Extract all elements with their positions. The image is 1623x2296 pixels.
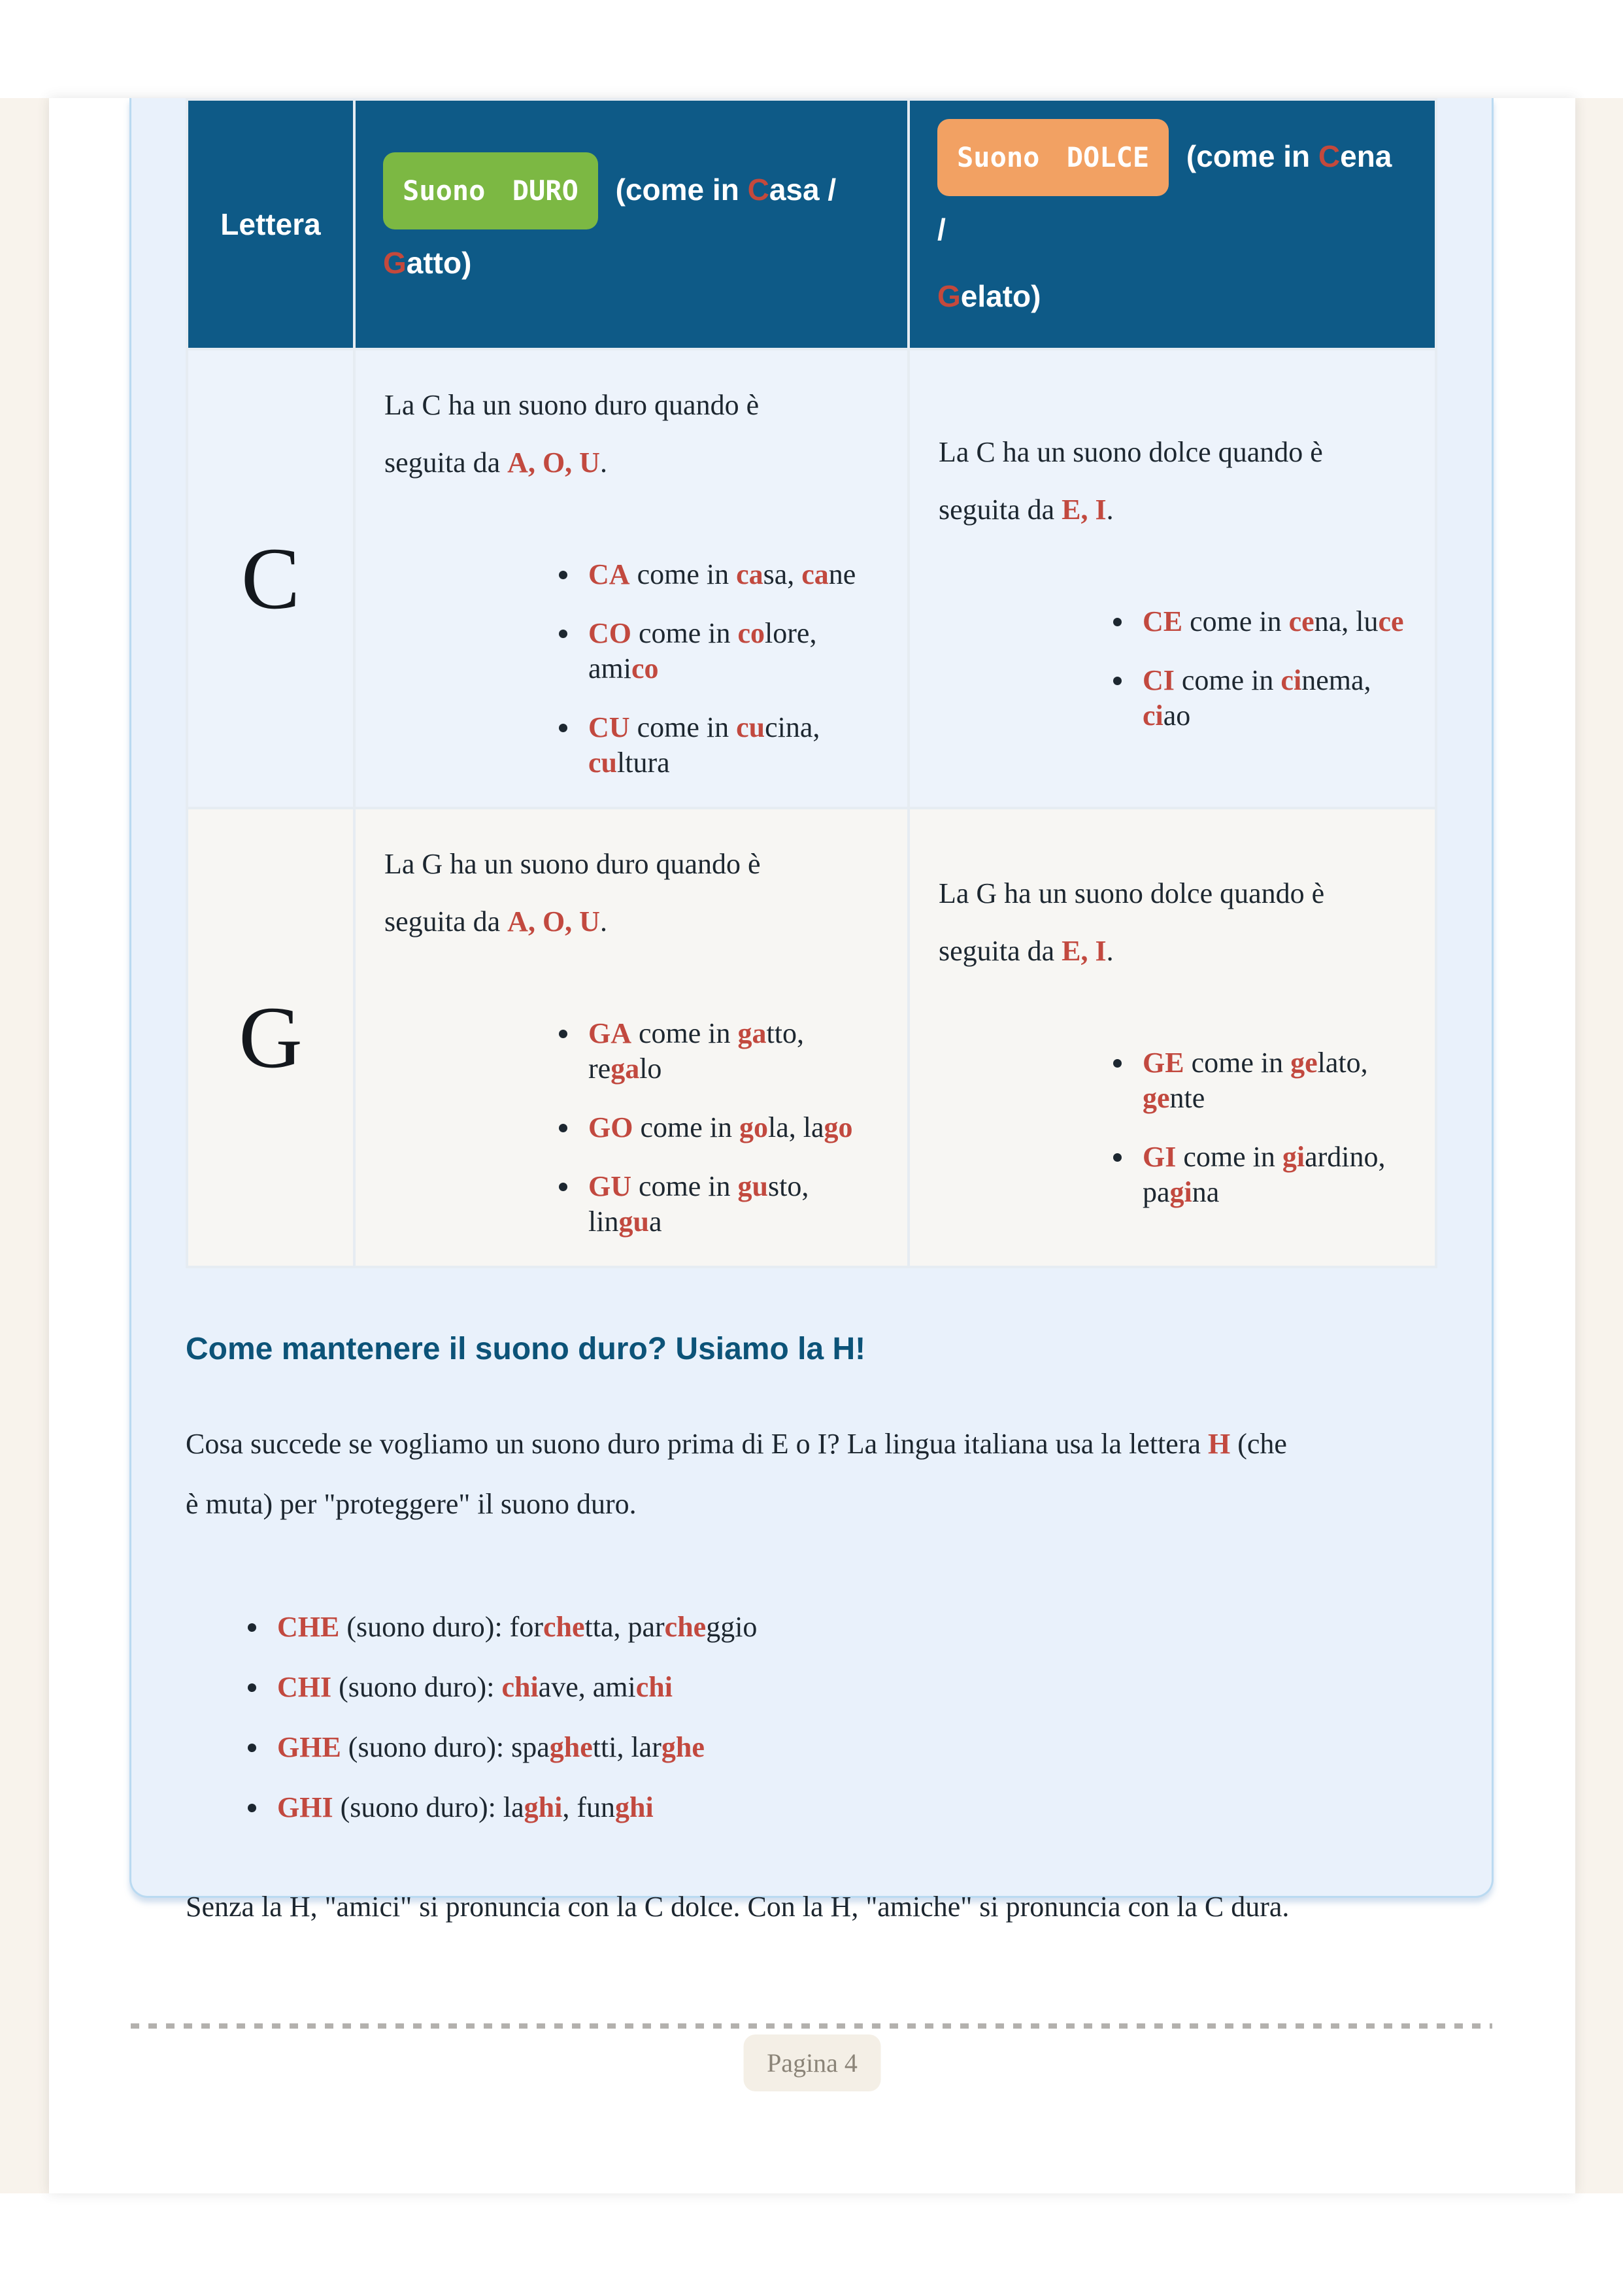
g-dolce-intro: La G ha un suono dolce quando è seguita da E, I. (939, 877, 1325, 967)
section-heading: Come mantenere il suono duro? Usiamo la H! (186, 1332, 866, 1366)
example-item: • GA come in gatto, regalo (580, 1016, 878, 1087)
example-item: • CU come in cucina, cultura (580, 710, 878, 781)
page-background (0, 98, 1623, 2193)
c-dolce-intro: La C ha un suono dolce quando è seguita da E, I. (939, 436, 1323, 526)
example-item: • CI come in cinema, ciao (1135, 663, 1406, 734)
example-item: • GU come in gusto, lingua (580, 1169, 878, 1240)
letter-g: G (187, 808, 354, 1267)
suono-dolce-badge: Suono DOLCE (937, 119, 1169, 196)
header-lettera: Lettera (187, 99, 354, 349)
section-paragraph: Cosa succede se vogliamo un suono duro prima di E o I? La lingua italiana usa la lettera H (che è muta) per "proteggere" il suono duro. (186, 1428, 1287, 1520)
c-duro-cell (354, 349, 909, 808)
table-row-g (187, 808, 1436, 1267)
closing-paragraph: Senza la H, "amici" si pronuncia con la C dolce. Con la H, "amiche" si pronuncia con la C dura. (186, 1891, 1290, 1923)
g-dolce-cell (909, 808, 1436, 1267)
example-item: • GE come in gelato, gente (1135, 1045, 1406, 1116)
pronunciation-table (186, 98, 1437, 1268)
rule-item: • GHE (suono duro): spaghetti, larghe (269, 1730, 1437, 1764)
rule-list (186, 1610, 1437, 1825)
c-duro-intro: La C ha un suono duro quando è seguita da A, O, U. (384, 389, 760, 479)
header-suono-dolce (909, 99, 1436, 349)
rule-item: • CHE (suono duro): forchetta, parcheggio (269, 1610, 1437, 1644)
rule-item: • GHI (suono duro): laghi, funghi (269, 1791, 1437, 1825)
header-dolce-text: (come in Cena / Gelato) (937, 139, 1392, 313)
c-duro-list (384, 557, 878, 781)
c-dolce-cell (909, 349, 1436, 808)
example-item: • CO come in colore, amico (580, 616, 878, 686)
g-duro-cell (354, 808, 909, 1267)
g-dolce-list (939, 1045, 1406, 1210)
example-item: • CE come in cena, luce (1135, 604, 1406, 639)
page-separator (131, 2023, 1492, 2029)
g-duro-intro: La G ha un suono duro quando è seguita da A, O, U. (384, 848, 761, 937)
header-row (187, 99, 1436, 349)
document-page (49, 98, 1575, 2193)
example-item: • GI come in giardino, pagina (1135, 1140, 1406, 1210)
table-header (187, 99, 1436, 349)
c-dolce-list (939, 604, 1406, 734)
suono-duro-badge: Suono DURO (383, 152, 598, 229)
content-panel (129, 98, 1494, 1923)
rule-item: • CHI (suono duro): chiave, amichi (269, 1670, 1437, 1704)
example-item: • CA come in casa, cane (580, 557, 878, 592)
header-duro-text: (come in Casa / Gatto) (383, 173, 837, 280)
example-item: • GO come in gola, lago (580, 1110, 878, 1145)
page-number-badge: Pagina 4 (743, 2034, 881, 2091)
header-suono-duro (354, 99, 909, 349)
letter-c: C (187, 349, 354, 808)
g-duro-list (384, 1016, 878, 1240)
table-row-c (187, 349, 1436, 808)
